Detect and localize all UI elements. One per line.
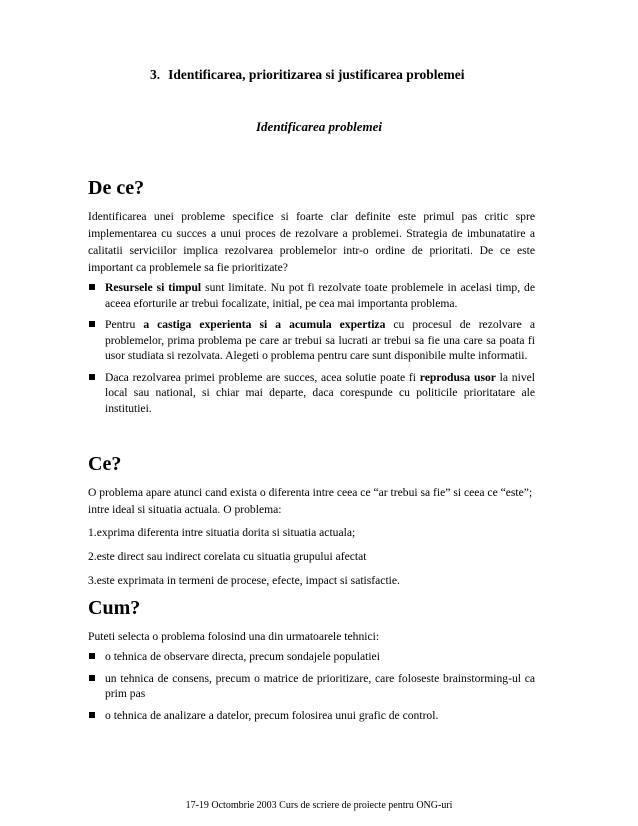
section-cum: [88, 596, 535, 729]
emphasis-text: reprodusa usor: [419, 370, 496, 384]
bullet-square-icon: [89, 675, 95, 681]
footer-line: 17-19 Octombrie 2003 Curs de scriere de proiecte pentru ONG-uri: [185, 800, 453, 811]
numbered-list: [88, 524, 535, 589]
list-item: 1.exprima diferenta intre situatia dorita si situatia actuala;: [88, 526, 356, 539]
list-item: 2.este direct sau indirect corelata cu situatia grupului afectat: [88, 550, 367, 563]
list-item: Daca rezolvarea primei probleme are succes, acea solutie poate fi reprodusa usor la nivel local sau national, si chiar mai departe, daca corespunde cu politicile prioritatare ale institutiei.: [88, 370, 535, 417]
intro-paragraph: Puteti selecta o problema folosind una din urmatoarele tehnici:: [88, 630, 380, 643]
list-item: Resursele si timpul sunt limitate. Nu pot fi rezolvate toate problemele in acelasi timp, de aceea eforturile ar trebui focalizate, initial, pe cea mai importanta problema.: [88, 280, 535, 311]
reasons-list: [88, 280, 535, 416]
page-footer: [0, 800, 638, 812]
section-de-ce: [88, 176, 535, 422]
chapter-title-text: Identificarea, prioritizarea si justificarea problemei: [168, 67, 465, 82]
intro-paragraph: O problema apare atunci cand exista o diferenta intre ceea ce “ar trebui sa fie” si ceea ce “este”; intre ideal si situatia actuala. O problema:: [88, 486, 533, 516]
bullet-square-icon: [89, 284, 95, 290]
intro-paragraph: Identificarea unei probleme specifice si foarte clar definite este primul pas critic spre implementarea cu succes a unui proces de rezolvare a problemei. Strategia de imbunatatire a calitatii serviciilor implica rezolvarea problemelor intr-o ordine de prioritati. De ce este important ca problemele sa fie prioritizate?: [88, 210, 535, 274]
section-ce: [88, 452, 535, 596]
emphasis-text: a castiga experienta si a acumula expertiza: [143, 318, 386, 331]
bullet-square-icon: [89, 374, 95, 380]
list-item: 3.este exprimata in termeni de procese, efecte, impact si satisfactie.: [88, 574, 400, 587]
section-subtitle: Identificarea problemei: [255, 119, 382, 134]
heading-ce: Ce?: [88, 453, 122, 475]
emphasis-text: Resursele si timpul: [105, 281, 202, 294]
heading-de-ce: De ce?: [88, 177, 145, 199]
bullet-square-icon: [89, 653, 95, 659]
list-item: o tehnica de analizare a datelor, precum folosirea unui grafic de control.: [88, 708, 535, 724]
heading-cum: Cum?: [88, 597, 141, 619]
bullet-square-icon: [89, 321, 95, 327]
list-item: Pentru a castiga experienta si a acumula expertiza cu procesul de rezolvare a problemelor, prima problema pe care ar trebui sa lucrati ar trebui sa fie una care sa poata fi usor studiata si rezolvata. Alegeti o problema pentru care sunt disponibile multe informatii.: [88, 317, 535, 364]
bullet-square-icon: [89, 712, 95, 718]
list-item: o tehnica de observare directa, precum sondajele populatiei: [88, 649, 535, 665]
chapter-number: 3.: [150, 67, 161, 82]
list-item: un tehnica de consens, precum o matrice de prioritizare, care foloseste brainstorming-ul ca prim pas: [88, 671, 535, 702]
chapter-title: [150, 67, 464, 83]
techniques-list: [88, 649, 535, 723]
